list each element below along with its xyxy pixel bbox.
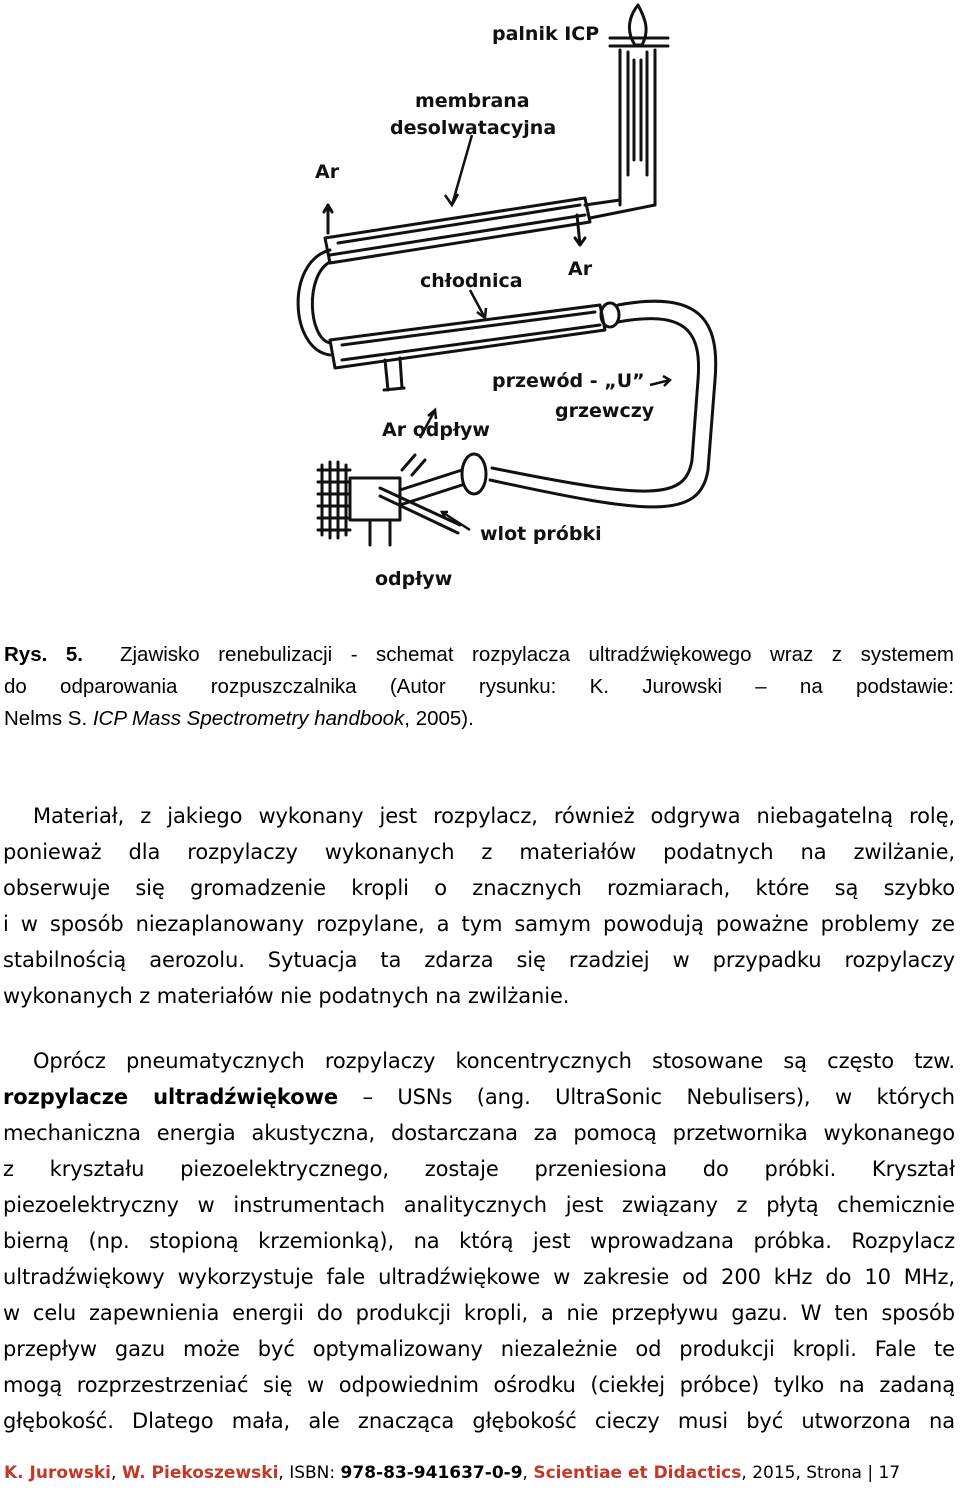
caption-text-1: Zjawisko renebulizacji - schemat rozpylacza ultradźwiękowego wraz z systemem	[119, 643, 954, 666]
label-u-tube-1: przewód - „U”	[492, 370, 645, 392]
term-ultrasonic-nebulizers: rozpylacze ultradźwiękowe	[3, 1085, 339, 1109]
paragraph-ultrasonic	[3, 1043, 955, 1439]
label-membrane-1: membrana	[415, 90, 530, 112]
caption-text-3a: Nelms S.	[4, 707, 88, 730]
membrane-arrow	[445, 135, 472, 205]
sample-inlet-pipe	[380, 488, 460, 533]
label-membrane-2: desolwatacyjna	[390, 117, 557, 139]
nebulizer-schematic-svg	[230, 0, 750, 600]
paragraph2-line: ultradźwiękowy wykorzystuje fale ultradźwiękowe w zakresie od 200 kHz do 10 MHz,	[3, 1265, 955, 1289]
paragraph1-line: i w sposób niezaplanowany rozpylane, a tym samym powodują poważne problemy ze	[3, 912, 955, 936]
paragraph1-line: wykonanych z materiałów nie podatnych na zwilżanie.	[3, 984, 570, 1008]
membrane-tube	[325, 198, 590, 263]
label-cooler: chłodnica	[420, 270, 523, 292]
label-ar-outflow: Ar odpływ	[382, 419, 490, 441]
nebulizer-diagram	[230, 0, 750, 600]
footer-author-1: K. Jurowski	[4, 1463, 111, 1483]
caption-line-3	[4, 703, 954, 735]
caption-label: Rys. 5.	[4, 643, 83, 666]
page-footer	[4, 1462, 954, 1484]
torch-bars	[610, 38, 668, 46]
paragraph2-line: piezoelektryczny w instrumentach analitycznych jest związany z płytą chemicznie	[3, 1193, 955, 1217]
paragraph2-line-2	[3, 1079, 955, 1115]
label-drain: odpływ	[375, 568, 453, 590]
paragraph1-line: obserwuje się gromadzenie kropli o znacznych rozmiarach, które są szybko	[3, 876, 955, 900]
figure-caption	[4, 639, 954, 735]
footer-publisher: Scientiae et Didactics	[533, 1463, 742, 1483]
footer-author-2: W. Piekoszewski	[121, 1463, 279, 1483]
label-ar-right: Ar	[568, 258, 593, 280]
drain-pipe	[370, 520, 390, 545]
footer-year-page: , 2015, Strona | 17	[741, 1463, 901, 1483]
footer-sep-1: ,	[111, 1463, 122, 1483]
piezo-transducer	[322, 462, 346, 538]
caption-line-2: do odparowania rozpuszczalnika (Autor rysunku: K. Jurowski – na podstawie:	[4, 675, 954, 698]
caption-line-1	[4, 639, 954, 671]
u-tube-arrow	[650, 376, 670, 386]
torch-inner	[628, 52, 647, 175]
label-sample-inlet: wlot próbki	[480, 523, 602, 545]
paragraph2-line: mechaniczna energia akustyczna, dostarczana za pomocą przetwornika wykonanego	[3, 1121, 955, 1145]
cooler-tube	[330, 305, 605, 368]
paragraph2-line: w celu zapewnienia energii do produkcji kropli, a nie przepływu gazu. W ten sposób	[3, 1301, 955, 1325]
nebulizer-chamber	[350, 478, 400, 520]
paragraph2-line: przepływ gazu może być optymalizowany niezależnie od produkcji kropli. Fale te	[3, 1337, 955, 1361]
paragraph2-line-2-rest: – USNs (ang. UltraSonic Nebulisers), w których	[338, 1085, 955, 1109]
label-ar-left: Ar	[315, 161, 340, 183]
label-torch: palnik ICP	[492, 23, 600, 45]
label-u-tube-2: grzewczy	[555, 400, 655, 422]
paragraph2-line: mogą rozprzestrzeniać się w odpowiednim ośrodku (ciekłej próbce) tylko na zadaną	[3, 1373, 955, 1397]
paragraph-material	[3, 798, 955, 1014]
ar-outflow-stub	[384, 358, 404, 390]
footer-isbn: 978-83-941637-0-9	[340, 1463, 523, 1483]
cooler-arrow	[470, 290, 486, 318]
paragraph2-line: głębokość. Dlatego mała, ale znacząca głębokość cieczy musi być utworzona na	[3, 1409, 955, 1433]
paragraph2-line: Oprócz pneumatycznych rozpylaczy koncentrycznych stosowane są często tzw.	[33, 1049, 955, 1073]
paragraph1-line: Materiał, z jakiego wykonany jest rozpylacz, również odgrywa niebagatelną rolę,	[33, 804, 955, 828]
ar-left-inlet	[324, 205, 332, 233]
paragraph2-line: z kryształu piezoelektrycznego, zostaje przeniesiona do próbki. Kryształ	[3, 1157, 955, 1181]
caption-text-3b: , 2005).	[404, 707, 474, 730]
caption-source-title: ICP Mass Spectrometry handbook	[92, 707, 405, 730]
footer-sep-2: ,	[522, 1463, 534, 1483]
paragraph1-line: stabilnością aerozolu. Sytuacja ta zdarza się rzadziej w przypadku rozpylaczy	[3, 948, 955, 972]
footer-isbn-label: , ISBN:	[278, 1463, 341, 1483]
torch-outer	[620, 50, 655, 205]
ground-joint	[462, 454, 486, 494]
ar-right-inlet	[575, 215, 585, 245]
paragraph1-line: ponieważ dla rozpylaczy wykonanych z materiałów podatnych na zwilżanie,	[3, 840, 955, 864]
paragraph2-line: bierną (np. stopioną krzemionką), na którą jest wprowadzana próbka. Rozpylacz	[3, 1229, 955, 1253]
